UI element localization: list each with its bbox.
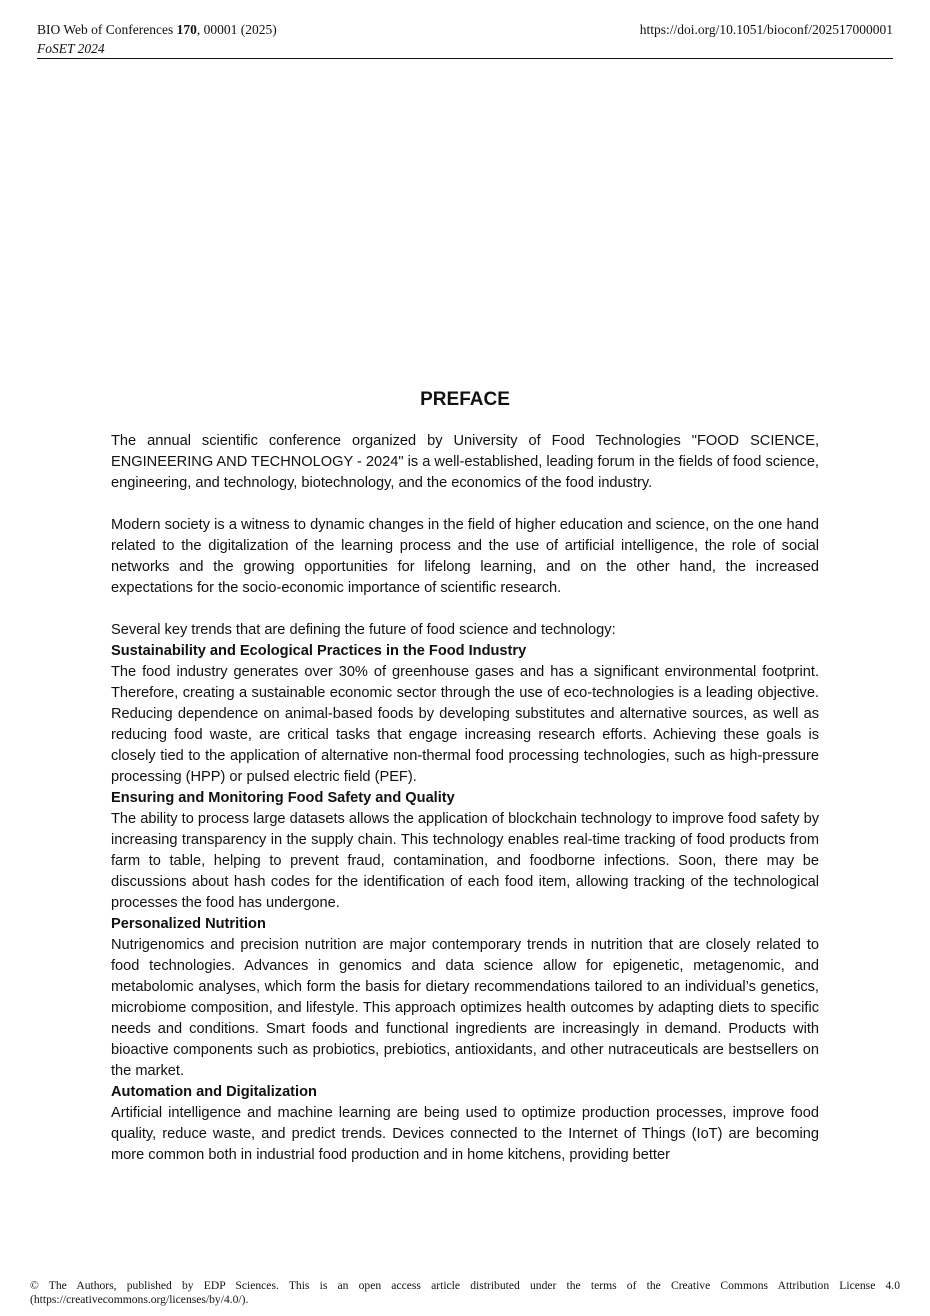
article-number: , 00001 (2025) (196, 22, 277, 37)
doi-link[interactable]: https://doi.org/10.1051/bioconf/202517000001 (639, 22, 893, 37)
article-body (111, 431, 819, 1166)
section-heading-personalized-nutrition: Personalized Nutrition (111, 916, 266, 932)
conference-edition: FoSET 2024 (37, 41, 105, 56)
journal-volume: 170 (176, 22, 197, 37)
section-heading-food-safety: Ensuring and Monitoring Food Safety and Quality (111, 790, 455, 806)
page-header (37, 20, 893, 58)
section-text-food-safety: The ability to process large datasets allows the application of blockchain technology to improve food safety by increasing transparency in the supply chain. This technology enables real-time tracking of food products from farm to table, helping to prevent fraud, contamination, and foodborne infections. Soon, there may be discussions about hash codes for the identification of each food item, allowing tracking of the technological processes the food has undergone. (111, 811, 819, 911)
journal-citation (37, 20, 277, 39)
paragraph-key-trends: Several key trends that are defining the future of food science and technology: (111, 622, 616, 638)
section-text-sustainability: The food industry generates over 30% of greenhouse gases and has a significant environmental footprint. Therefore, creating a sustainable economic sector through the use of eco-technologies is a leading objective. Reducing dependence on animal-based foods by developing substitutes and alternative sources, as well as reducing food waste, are critical tasks that engage increasing research efforts. Achieving these goals is closely tied to the application of alternative non-thermal food processing technologies, such as high-pressure processing (HPP) or pulsed electric field (PEF). (111, 664, 819, 785)
section-text-personalized-nutrition: Nutrigenomics and precision nutrition are major contemporary trends in nutrition that are closely related to food technologies. Advances in genomics and data science allow for epigenetic, metagenomic, and metabolomic analyses, which form the basis for dietary recommendations tailored to an individual’s genetics, microbiome composition, and lifestyle. This approach optimizes health outcomes by adapting diets to specific needs and conditions. Smart foods and functional ingredients are increasingly in demand. Products with bioactive components such as probiotics, prebiotics, antioxidants, and other nutraceuticals are bestsellers on the market. (111, 937, 819, 1079)
paragraph-modern-society: Modern society is a witness to dynamic changes in the field of higher education and science, on the one hand related to the digitalization of the learning process and the use of artificial intelligence, the role of social networks and the growing opportunities for lifelong learning, and on the other hand, the increased expectations for the socio-economic importance of scientific research. (111, 517, 819, 596)
section-heading-automation: Automation and Digitalization (111, 1084, 317, 1100)
header-top-row (37, 20, 893, 39)
page-title: PREFACE (420, 389, 510, 410)
section-text-automation: Artificial intelligence and machine learning are being used to optimize production processes, improve food quality, reduce waste, and predict trends. Devices connected to the Internet of Things (IoT) are becoming more common both in industrial food production and in home kitchens, providing better (111, 1105, 819, 1163)
header-divider (37, 58, 893, 59)
section-heading-sustainability: Sustainability and Ecological Practices in the Food Industry (111, 643, 527, 659)
license-footer: © The Authors, published by EDP Sciences. This is an open access article distributed under the terms of the Creative Commons Attribution License 4.0 (https://creativecommons.org/licenses/by/4.0/). (30, 1279, 900, 1306)
paragraph-intro-conference: The annual scientific conference organized by University of Food Technologies "FOOD SCIENCE, ENGINEERING AND TECHNOLOGY - 2024" is a well-established, leading forum in the fields of food science, engineering, and technology, biotechnology, and the economics of the food industry. (111, 433, 819, 491)
journal-name: BIO Web of Conferences (37, 22, 174, 37)
